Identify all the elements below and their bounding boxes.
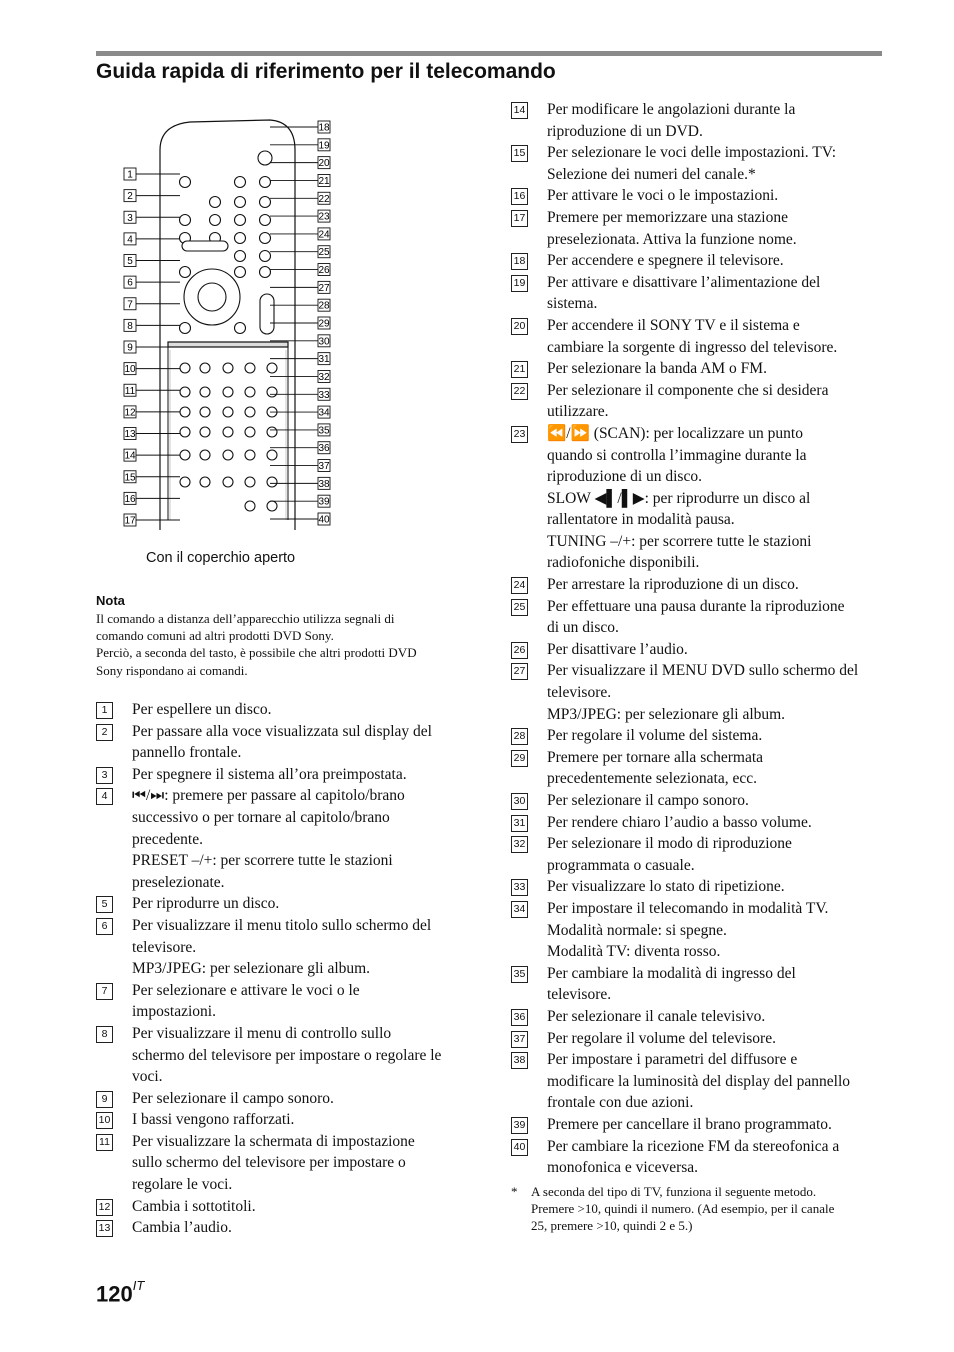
legend-item <box>511 99 885 142</box>
callout-label: 5 <box>127 256 133 267</box>
legend-item <box>96 980 476 1023</box>
legend-text-line: Per selezionare il modo di riproduzione <box>547 835 792 853</box>
callout-label: 25 <box>318 247 330 259</box>
legend-text-line: impostazioni. <box>132 1003 216 1021</box>
remote-button <box>223 427 233 437</box>
callout-label: 26 <box>318 265 330 277</box>
remote-button <box>245 407 255 417</box>
callout-label: 9 <box>127 342 133 354</box>
legend-item <box>511 876 885 898</box>
legend-text-line: Premere per cancellare il brano programmato. <box>547 1115 832 1133</box>
legend-text-line: Per passare alla voce visualizzata sul display del <box>132 722 432 740</box>
remote-button <box>260 215 271 226</box>
legend-text-line: sullo schermo del televisore per impostare o <box>132 1154 406 1172</box>
legend-item <box>96 721 476 764</box>
callout-number: 40 <box>511 1139 528 1156</box>
remote-button <box>245 450 255 460</box>
callout-label: 38 <box>318 478 330 490</box>
callout-number: 8 <box>96 1026 113 1043</box>
remote-button <box>180 477 190 487</box>
remote-button <box>180 407 190 417</box>
callout-label: 29 <box>318 318 330 330</box>
legend-text-line: I bassi vengono rafforzati. <box>132 1111 295 1129</box>
legend-text-line: schermo del televisore per impostare o regolare le <box>132 1046 442 1064</box>
footnote-line: Premere >10, quindi il numero. (Ad esempio, per il canale <box>531 1200 835 1216</box>
callout-number: 30 <box>511 793 528 810</box>
legend-item <box>511 1114 885 1136</box>
page-number-suffix: IT <box>132 1278 145 1293</box>
legend-text-line: Per effettuare una pausa durante la riproduzione <box>547 597 845 615</box>
remote-button <box>200 477 210 487</box>
legend-item <box>511 963 885 1006</box>
remote-button <box>235 323 246 334</box>
legend-text-line: ⏮/⏭: premere per passare al capitolo/brano <box>132 787 405 805</box>
legend-text-line: SLOW ◀▌/▌▶: per riprodurre un disco al <box>547 489 811 507</box>
legend-item <box>511 833 885 876</box>
remote-buttons <box>180 151 278 511</box>
legend-text-line: cambiare la sorgente di ingresso del televisore. <box>547 338 838 356</box>
callout-label: 18 <box>318 122 330 134</box>
callout-number: 11 <box>96 1134 113 1151</box>
callout-number: 31 <box>511 815 528 832</box>
note-line: comando comuni ad altri prodotti DVD Sony. <box>96 628 334 644</box>
callout-number: 1 <box>96 702 113 719</box>
remote-button <box>180 215 191 226</box>
legend-text-line: frontale con due azioni. <box>547 1094 694 1112</box>
legend-text-line: Per cambiare la ricezione FM da stereofonica a <box>547 1137 840 1155</box>
callout-label: 2 <box>127 191 133 203</box>
remote-button <box>223 450 233 460</box>
legend-text-line: MP3/JPEG: per selezionare gli album. <box>547 705 786 723</box>
remote-button <box>245 427 255 437</box>
callout-label: 7 <box>127 299 133 311</box>
callout-label: 39 <box>318 496 330 508</box>
legend-text-line: Per visualizzare il menu titolo sullo schermo del <box>132 916 432 934</box>
legend-text-line: Premere per tornare alla schermata <box>547 748 764 766</box>
legend-text-line: TUNING –/+: per scorrere tutte le stazioni <box>547 532 812 550</box>
callout-label: 6 <box>127 277 133 289</box>
remote-button <box>235 267 246 278</box>
callout-number: 18 <box>511 253 528 270</box>
callout-number: 17 <box>511 210 528 227</box>
callout-label: 20 <box>318 158 330 170</box>
legend-text-line: regolare le voci. <box>132 1176 233 1194</box>
legend-text-line: Per cambiare la modalità di ingresso del <box>547 964 796 982</box>
legend-text-line: Per selezionare il campo sonoro. <box>132 1089 334 1107</box>
callout-number: 25 <box>511 599 528 616</box>
legend-text-line: Per accendere e spegnere il televisore. <box>547 252 784 270</box>
legend-item <box>96 1217 476 1239</box>
legend-text-line: Per rendere chiaro l’audio a basso volume. <box>547 813 812 831</box>
callout-label: 16 <box>124 493 136 505</box>
callout-label: 19 <box>318 140 330 152</box>
remote-button <box>267 427 277 437</box>
callout-number: 7 <box>96 983 113 1000</box>
remote-button <box>245 387 255 397</box>
legend-text-line: Modalità normale: si spegne. <box>547 921 727 939</box>
header-rule <box>96 51 882 56</box>
callout-label: 12 <box>124 407 136 419</box>
legend-item <box>511 660 885 725</box>
callout-number: 15 <box>511 145 528 162</box>
callout-number: 9 <box>96 1091 113 1108</box>
legend-text-line: Selezione dei numeri del canale.* <box>547 165 756 183</box>
legend-text-line: preselezionate. <box>132 873 225 891</box>
callout-number: 33 <box>511 879 528 896</box>
legend-text-line: ⏪/⏩ (SCAN): per localizzare un punto <box>547 424 803 442</box>
legend-item <box>96 1196 476 1218</box>
legend-item <box>511 380 885 423</box>
callout-label: 34 <box>318 407 330 419</box>
legend-text-line: Per regolare il volume del sistema. <box>547 727 763 745</box>
legend-text-line: di un disco. <box>547 619 619 637</box>
legend-text-line: Per visualizzare lo stato di ripetizione. <box>547 878 785 896</box>
callout-number: 26 <box>511 642 528 659</box>
legend-text-line: televisore. <box>547 684 612 702</box>
callout-number: 12 <box>96 1199 113 1216</box>
callout-number: 16 <box>511 188 528 205</box>
callout-label: 11 <box>124 385 136 397</box>
note-text <box>96 610 476 679</box>
callout-number: 3 <box>96 767 113 784</box>
remote-button <box>235 233 246 244</box>
callout-number: 10 <box>96 1112 113 1129</box>
legend-text-line: Per attivare e disattivare l’alimentazione del <box>547 273 821 291</box>
remote-button <box>260 177 271 188</box>
callout-number: 36 <box>511 1009 528 1026</box>
legend-text-line: sistema. <box>547 295 598 313</box>
legend-text-line: Cambia l’audio. <box>132 1219 232 1237</box>
legend-text-line: utilizzare. <box>547 403 609 421</box>
legend-text-line: Per selezionare e attivare le voci o le <box>132 981 360 999</box>
callout-label: 14 <box>124 450 136 462</box>
legend-item <box>511 358 885 380</box>
callout-label: 40 <box>318 514 330 526</box>
legend-item <box>511 639 885 661</box>
legend-item <box>511 185 885 207</box>
callout-number: 21 <box>511 361 528 378</box>
note-heading: Nota <box>96 593 125 608</box>
remote-button <box>260 197 271 208</box>
legend-item <box>96 699 476 721</box>
callout-number: 19 <box>511 275 528 292</box>
remote-button <box>180 450 190 460</box>
legend-text-line: successivo o per tornare al capitolo/brano <box>132 808 390 826</box>
legend-text-line: Per selezionare le voci delle impostazioni. TV: <box>547 144 837 162</box>
callout-number: 28 <box>511 728 528 745</box>
page-title: Guida rapida di riferimento per il telecomando <box>96 60 556 83</box>
callout-label: 8 <box>127 320 133 332</box>
legend-text-line: Premere per memorizzare una stazione <box>547 208 788 226</box>
play-button-shape <box>182 241 228 251</box>
legend-item <box>96 1023 476 1088</box>
legend-item <box>511 1136 885 1179</box>
page-number <box>96 1278 145 1307</box>
remote-button <box>260 267 271 278</box>
volume-rocker-shape <box>260 294 274 334</box>
legend-item <box>511 812 885 834</box>
legend-text-line: rallentatore in modalità pausa. <box>547 511 735 529</box>
footnote <box>511 1183 885 1235</box>
callout-number: 34 <box>511 901 528 918</box>
remote-button <box>223 477 233 487</box>
callout-label: 23 <box>318 211 330 223</box>
callout-number: 38 <box>511 1052 528 1069</box>
remote-button <box>267 363 277 373</box>
legend-item <box>511 1006 885 1028</box>
legend-text-line: pannello frontale. <box>132 744 242 762</box>
legend-item <box>96 785 476 893</box>
note-line: Il comando a distanza dell’apparecchio utilizza segnali di <box>96 611 395 626</box>
legend-text-line: Per regolare il volume del televisore. <box>547 1029 776 1047</box>
legend-text-line: Per attivare le voci o le impostazioni. <box>547 187 779 205</box>
legend-item <box>511 747 885 790</box>
remote-button <box>235 197 246 208</box>
legend-item <box>511 1049 885 1114</box>
legend-text-line: Per impostare i parametri del diffusore e <box>547 1051 798 1069</box>
legend-text-line: Per spegnere il sistema all’ora preimpostata. <box>132 765 407 783</box>
remote-button <box>180 387 190 397</box>
legend-item <box>511 423 885 574</box>
legend-item <box>96 1109 476 1131</box>
legend-text-line: programmata o casuale. <box>547 856 695 874</box>
callout-label: 3 <box>127 212 133 224</box>
remote-button <box>223 407 233 417</box>
remote-button <box>200 427 210 437</box>
legend-text-line: precedentemente selezionata, ecc. <box>547 770 757 788</box>
callout-label: 4 <box>127 234 133 246</box>
legend-item <box>511 315 885 358</box>
legend-text-line: Per accendere il SONY TV e il sistema e <box>547 316 800 334</box>
legend-text-line: Cambia i sottotitoli. <box>132 1197 256 1215</box>
callout-label: 27 <box>318 282 330 294</box>
callout-number: 4 <box>96 788 113 805</box>
remote-button <box>267 477 277 487</box>
legend-text-line: monofonica e viceversa. <box>547 1159 699 1177</box>
callout-number: 6 <box>96 918 113 935</box>
callout-label: 31 <box>318 354 330 366</box>
footnote-line: A seconda del tipo di TV, funziona il seguente metodo. <box>531 1183 817 1199</box>
legend-text-line: Per modificare le angolazioni durante la <box>547 101 796 118</box>
callout-label: 32 <box>318 371 330 383</box>
callout-label: 15 <box>124 472 136 484</box>
remote-button <box>180 363 190 373</box>
callout-number: 13 <box>96 1220 113 1237</box>
callout-number: 23 <box>511 426 528 443</box>
remote-button <box>180 323 191 334</box>
callout-number: 2 <box>96 724 113 741</box>
legend-text-line: Per disattivare l’audio. <box>547 640 688 658</box>
legend-item <box>96 764 476 786</box>
remote-button <box>235 177 246 188</box>
callout-label: 36 <box>318 443 330 455</box>
callout-number: 32 <box>511 836 528 853</box>
legend-text-line: Per selezionare il campo sonoro. <box>547 792 749 809</box>
remote-button <box>235 251 246 262</box>
remote-button <box>210 215 221 226</box>
remote-button <box>200 407 210 417</box>
legend-item <box>511 596 885 639</box>
remote-button <box>223 387 233 397</box>
legend-text-line: riproduzione di un DVD. <box>547 122 703 140</box>
callout-label: 35 <box>318 425 330 437</box>
legend-text-line: quando si controlla l’immagine durante la <box>547 446 807 464</box>
legend-item <box>96 1131 476 1196</box>
remote-button <box>258 151 272 165</box>
callout-label: 37 <box>318 461 330 473</box>
callout-number: 22 <box>511 383 528 400</box>
callout-number: 27 <box>511 663 528 680</box>
remote-button <box>260 251 271 262</box>
remote-button <box>260 233 271 244</box>
legend-item <box>511 272 885 315</box>
legend-text-line: Per selezionare la banda AM o FM. <box>547 360 767 378</box>
remote-button <box>267 501 277 511</box>
note-line: Sony rispondano ai comandi. <box>96 662 248 678</box>
legend-text-line: Per visualizzare il MENU DVD sullo schermo del <box>547 662 859 680</box>
remote-button <box>200 387 210 397</box>
callout-number: 14 <box>511 102 528 119</box>
callout-label: 22 <box>318 193 330 205</box>
footnote-marker: * <box>511 1183 518 1199</box>
figure-caption: Con il coperchio aperto <box>146 550 296 566</box>
legend-item <box>511 725 885 747</box>
legend-text-line: Per selezionare il componente che si desidera <box>547 381 829 399</box>
legend-text-line: Per selezionare il canale televisivo. <box>547 1007 766 1025</box>
legend-text-line: Modalità TV: diventa rosso. <box>547 943 721 961</box>
callout-number: 24 <box>511 577 528 594</box>
legend-text-line: televisore. <box>132 938 197 956</box>
callout-label: 24 <box>318 229 330 241</box>
legend-text-line: modificare la luminosità del display del pannello <box>547 1072 851 1090</box>
note-line: Perciò, a seconda del tasto, è possibile che altri prodotti DVD <box>96 645 417 661</box>
remote-button <box>180 427 190 437</box>
legend-text-line: Per espellere un disco. <box>132 701 272 718</box>
legend-text-line: Per visualizzare il menu di controllo sullo <box>132 1024 392 1042</box>
callout-number: 5 <box>96 896 113 913</box>
callout-number: 39 <box>511 1117 528 1134</box>
footnote-line: 25, premere >10, quindi 2 e 5.) <box>531 1218 693 1234</box>
left-legend-list <box>96 699 476 1239</box>
remote-button <box>200 450 210 460</box>
remote-button <box>267 387 277 397</box>
remote-button <box>210 197 221 208</box>
right-legend-items <box>511 99 885 1179</box>
remote-button <box>267 450 277 460</box>
callout-number: 35 <box>511 966 528 983</box>
callout-label: 10 <box>124 364 136 376</box>
callout-label: 17 <box>124 515 136 527</box>
right-legend-list <box>511 99 885 1234</box>
page-number-value: 120 <box>96 1281 133 1307</box>
callout-label: 13 <box>124 429 136 440</box>
legend-item <box>511 142 885 185</box>
callout-label: 30 <box>318 336 330 348</box>
callout-label: 21 <box>318 175 330 187</box>
remote-button <box>180 177 191 188</box>
legend-text-line: precedente. <box>132 830 203 848</box>
callouts-right <box>270 121 330 526</box>
legend-item <box>511 574 885 596</box>
legend-item <box>511 250 885 272</box>
callout-number: 37 <box>511 1031 528 1048</box>
legend-text-line: televisore. <box>547 986 612 1004</box>
remote-button <box>245 363 255 373</box>
legend-item <box>96 915 476 980</box>
legend-text-line: riproduzione di un disco. <box>547 468 702 486</box>
legend-item <box>511 1028 885 1050</box>
remote-control-illustration <box>110 110 350 540</box>
legend-item <box>96 1088 476 1110</box>
legend-item <box>511 898 885 963</box>
remote-button <box>245 501 255 511</box>
remote-button <box>245 477 255 487</box>
legend-text-line: PRESET –/+: per scorrere tutte le stazioni <box>132 852 393 870</box>
legend-text-line: radiofoniche disponibili. <box>547 554 700 572</box>
callout-label: 1 <box>127 169 133 181</box>
callout-number: 29 <box>511 750 528 767</box>
legend-text-line: Per impostare il telecomando in modalità TV. <box>547 899 829 917</box>
legend-text-line: voci. <box>132 1068 163 1086</box>
callout-label: 33 <box>318 389 330 401</box>
remote-button <box>180 267 191 278</box>
legend-text-line: MP3/JPEG: per selezionare gli album. <box>132 960 371 978</box>
remote-button <box>235 215 246 226</box>
legend-text-line: Per arrestare la riproduzione di un disco. <box>547 576 799 594</box>
callout-label: 28 <box>318 300 330 312</box>
remote-button <box>200 363 210 373</box>
legend-text-line: Per riprodurre un disco. <box>132 895 280 913</box>
legend-item <box>511 790 885 812</box>
callouts-left <box>124 168 180 527</box>
legend-text-line: Per visualizzare la schermata di impostazione <box>132 1132 415 1150</box>
callout-number: 20 <box>511 318 528 335</box>
legend-item <box>511 207 885 250</box>
remote-button <box>223 363 233 373</box>
legend-text-line: preselezionata. Attiva la funzione nome. <box>547 230 797 248</box>
remote-button <box>198 283 226 311</box>
legend-item <box>96 893 476 915</box>
